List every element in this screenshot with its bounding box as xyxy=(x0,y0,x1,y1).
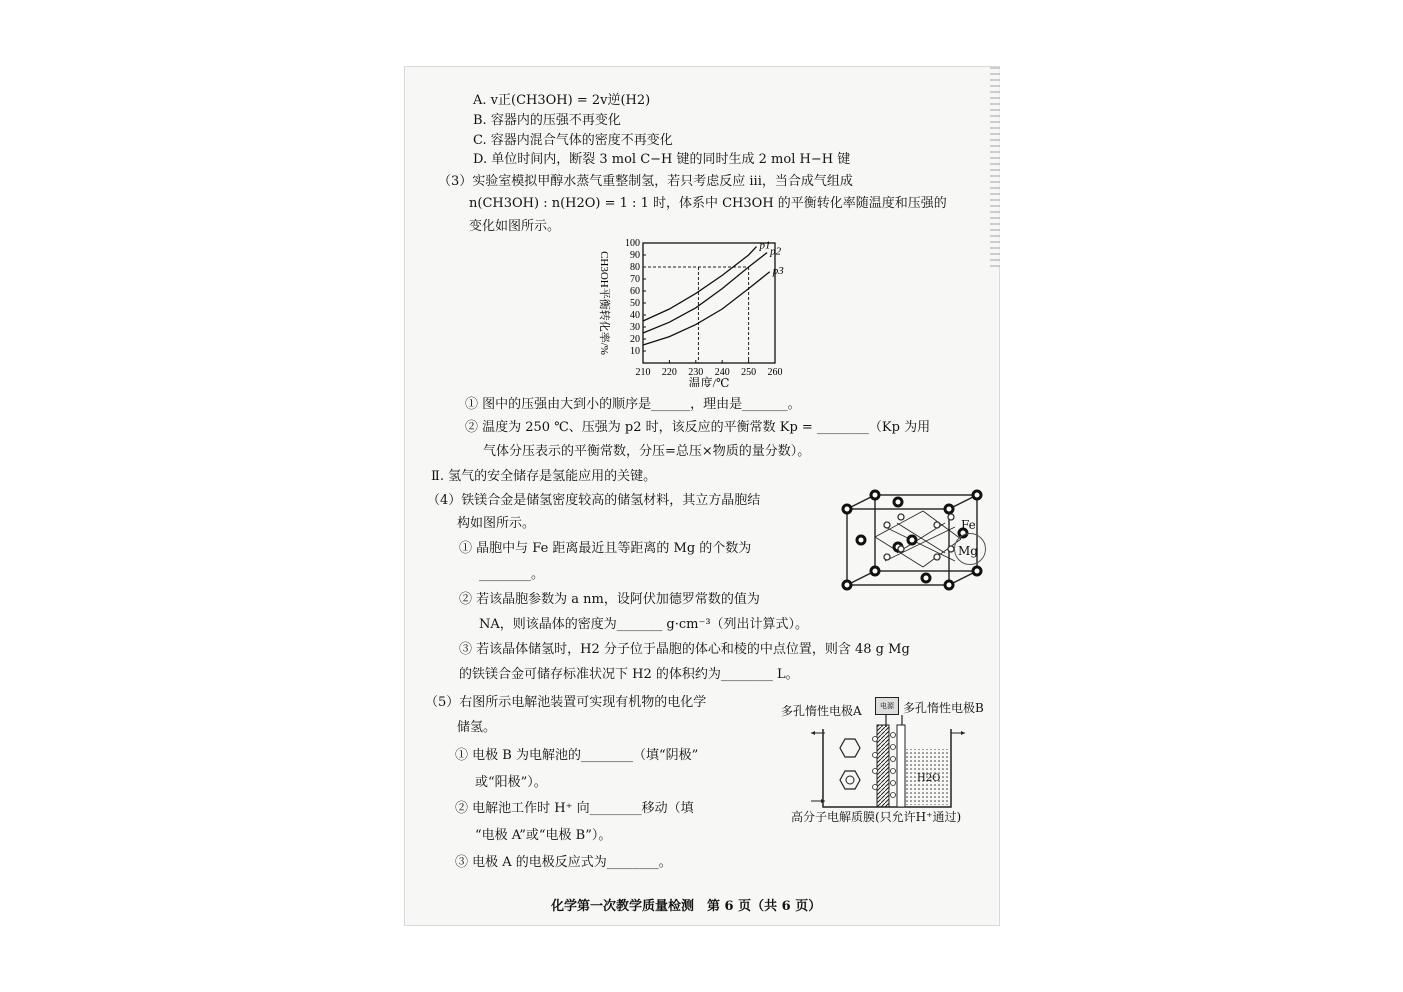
option-c: C. 容器内混合气体的密度不再变化 xyxy=(473,133,673,148)
fe-legend-label: Fe xyxy=(961,518,976,532)
q5-part1a: ① 电极 B 为电解池的________（填“阴极” xyxy=(455,748,699,763)
q4-part3b: 的铁镁合金可储存标准状况下 H2 的体积约为________ L。 xyxy=(459,667,799,682)
q3-line1: （3）实验室模拟甲醇水蒸气重整制氢，若只考虑反应 iii，当合成气组成 xyxy=(438,174,853,189)
y-tick-label: 30 xyxy=(630,322,640,333)
power-source xyxy=(875,697,899,715)
exam-page xyxy=(404,66,1000,926)
scan-edge xyxy=(990,67,1000,267)
y-tick-label: 100 xyxy=(625,238,640,249)
water-label: H2O xyxy=(917,773,941,784)
electrode-a-label: 多孔惰性电极A xyxy=(781,704,862,718)
y-axis-label: CH3OH平衡转化率/% xyxy=(598,251,610,355)
x-tick-label: 210 xyxy=(635,367,651,378)
x-tick-label: 260 xyxy=(767,367,783,378)
plot-frame xyxy=(643,243,775,363)
option-d: D. 单位时间内，断裂 3 mol C−H 键的同时生成 2 mol H−H 键 xyxy=(473,152,851,167)
section-2-heading: Ⅱ. 氢气的安全储存是氢能应用的关键。 xyxy=(431,469,657,484)
membrane-label: 高分子电解质膜(只允许H⁺通过) xyxy=(791,810,962,824)
series-line-p1 xyxy=(643,247,757,321)
q4-part1a: ① 晶胞中与 Fe 距离最近且等距离的 Mg 的个数为 xyxy=(459,541,752,556)
q3-line3: 变化如图所示。 xyxy=(469,219,561,234)
q4-part2a: ② 若该晶胞参数为 a nm，设阿伏加德罗常数的值为 xyxy=(459,592,760,607)
y-tick-label: 40 xyxy=(630,310,640,321)
x-tick-label: 220 xyxy=(661,367,677,378)
x-tick-label: 250 xyxy=(741,367,757,378)
x-axis-label: 温度/℃ xyxy=(688,376,730,387)
series-label-p3: p3 xyxy=(772,264,784,277)
y-tick-label: 60 xyxy=(630,286,640,297)
y-tick-label: 50 xyxy=(630,298,640,309)
series-label-p2: p2 xyxy=(770,245,782,258)
y-tick-label: 70 xyxy=(630,274,640,285)
y-tick-label: 90 xyxy=(630,250,640,261)
electrolysis-cell-diagram xyxy=(805,715,975,815)
y-tick-label: 20 xyxy=(630,334,640,345)
series-label-p1: p1 xyxy=(759,239,771,252)
q3-part2b: 气体分压表示的平衡常数，分压=总压×物质的量分数）。 xyxy=(483,444,811,459)
option-a: A. v正(CH3OH) = 2v逆(H2) xyxy=(473,93,651,108)
power-source-label: 电源 xyxy=(880,702,894,710)
q4-part3a: ③ 若该晶体储氢时，H2 分子位于晶胞的体心和棱的中点位置，则含 48 g Mg xyxy=(459,642,910,657)
x-tick-label: 240 xyxy=(714,367,730,378)
q4-line1: （4）铁镁合金是储氢密度较高的储氢材料，其立方晶胞结 xyxy=(427,493,761,508)
q3-line2: n(CH3OH) : n(H2O) = 1 : 1 时，体系中 CH3OH 的平衡转化率随温度和压强的 xyxy=(469,196,947,211)
q5-part1b: 或“阳极”）。 xyxy=(475,775,547,790)
series-line-p3 xyxy=(643,272,770,345)
q5-line1: （5）右图所示电解池装置可实现有机物的电化学 xyxy=(425,695,707,710)
q5-part2a: ② 电解池工作时 H⁺ 向________移动（填 xyxy=(455,801,694,816)
x-tick-label: 230 xyxy=(688,367,704,378)
conversion-chart xyxy=(589,237,819,387)
q4-line2: 构如图所示。 xyxy=(457,516,536,531)
q3-part1: ① 图中的压强由大到小的顺序是______，理由是_______。 xyxy=(465,397,801,412)
mg-legend-label: Mg xyxy=(958,544,978,558)
y-tick-label: 80 xyxy=(630,262,640,273)
q5-line2: 储氢。 xyxy=(457,720,497,735)
q5-part2b: “电极 A”或“电极 B”）。 xyxy=(475,828,612,843)
q4-part2b: NA，则该晶体的密度为_______ g·cm⁻³（列出计算式）。 xyxy=(479,617,809,632)
page-footer: 化学第一次教学质量检测 第 6 页（共 6 页） xyxy=(551,899,822,914)
q4-part1b: ________。 xyxy=(479,567,545,582)
option-b: B. 容器内的压强不再变化 xyxy=(473,113,621,128)
q5-part3: ③ 电极 A 的电极反应式为________。 xyxy=(455,855,672,870)
y-tick-label: 10 xyxy=(630,346,640,357)
q3-part2a: ② 温度为 250 ℃、压强为 p2 时，该反应的平衡常数 Kp = ________（Kp 为用 xyxy=(465,420,931,435)
electrode-b-label: 多孔惰性电极B xyxy=(903,701,984,715)
